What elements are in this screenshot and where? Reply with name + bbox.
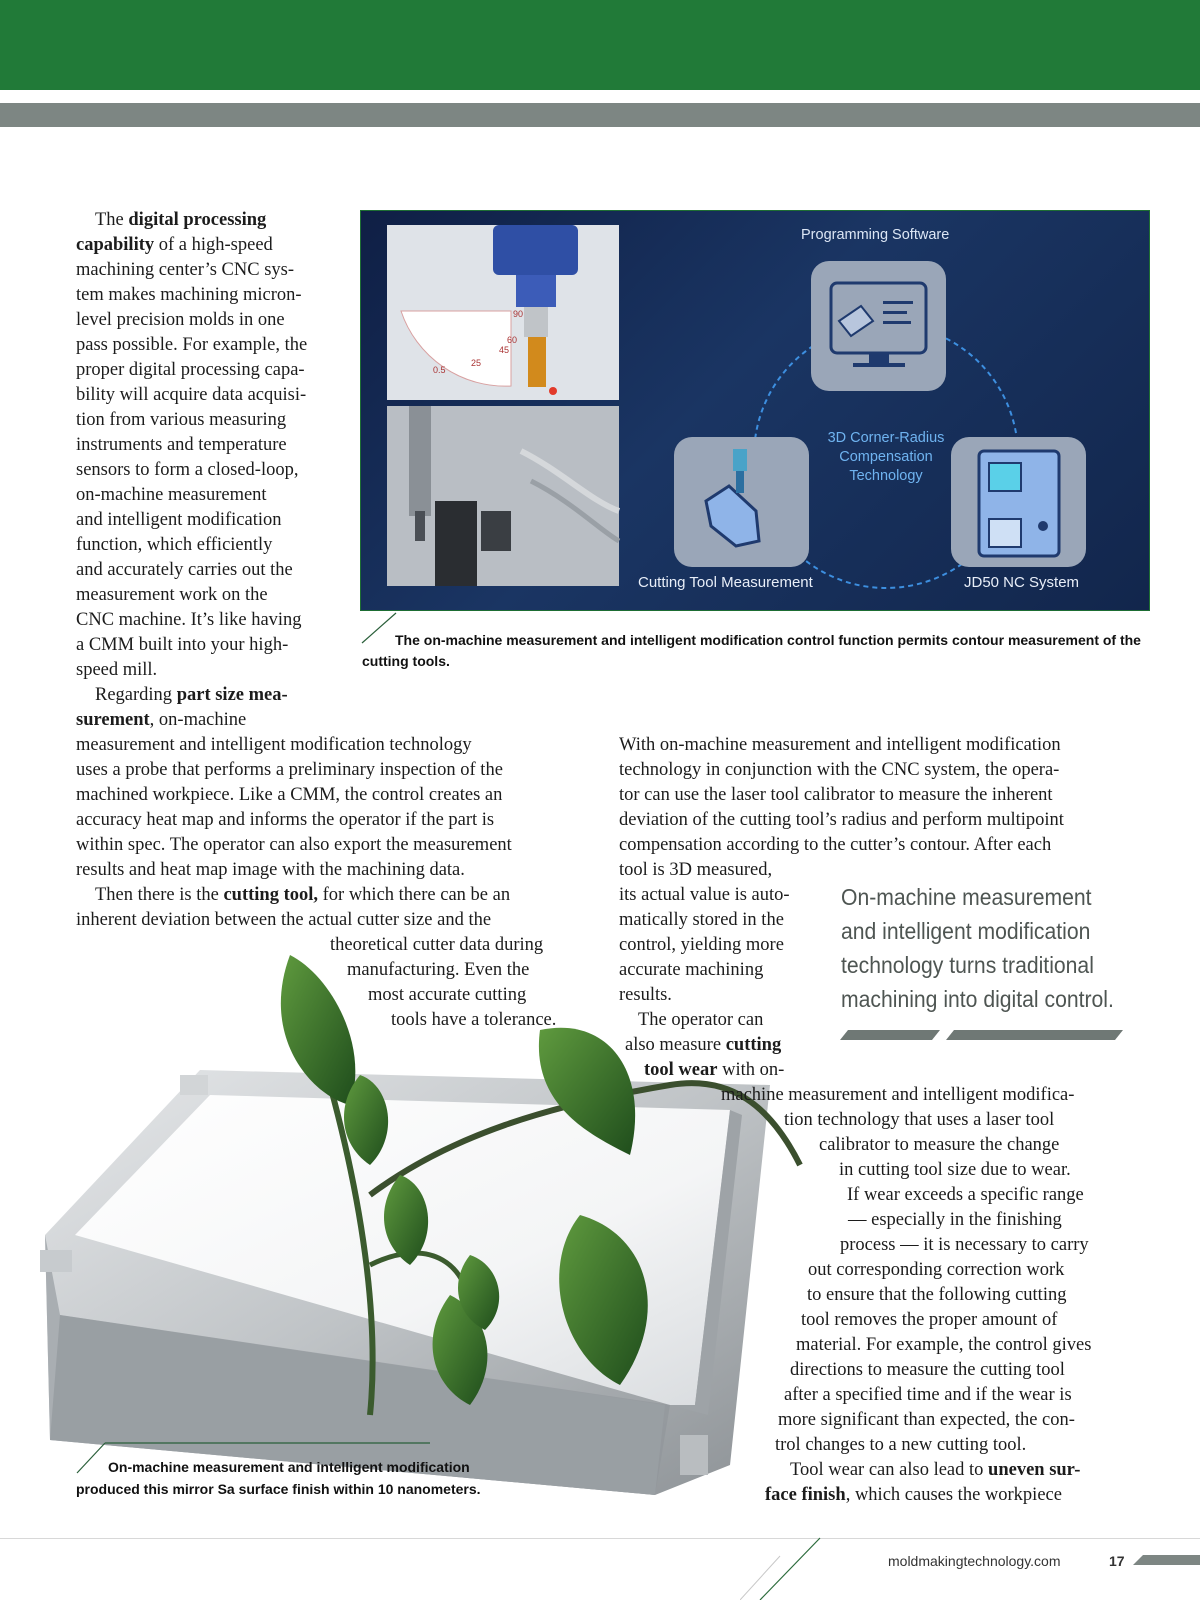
- body-line: measurement and intelligent modification technology: [76, 735, 472, 755]
- angle-label: 90: [513, 309, 524, 319]
- body-line: out corresponding correction work: [808, 1260, 1065, 1280]
- body-line: on-machine measurement: [76, 485, 267, 505]
- body-line: process — it is necessary to carry: [840, 1235, 1089, 1255]
- body-line: uses a probe that performs a preliminary inspection of the: [76, 760, 503, 780]
- body-line: in cutting tool size due to wear.: [839, 1160, 1071, 1180]
- body-line: Regarding part size mea-: [95, 685, 288, 705]
- pull-quote-line: machining into digital control.: [841, 986, 1114, 1012]
- body-line: machined workpiece. Like a CMM, the control creates an: [76, 785, 503, 805]
- body-line: inherent deviation between the actual cutter size and the: [76, 910, 492, 930]
- laser-calibrator-icon: [435, 501, 477, 586]
- body-line: proper digital processing capa-: [76, 360, 305, 380]
- angle-label: 0.5: [433, 365, 446, 375]
- angle-label: 45: [499, 345, 510, 355]
- body-line: tool removes the proper amount of: [801, 1310, 1058, 1330]
- body-line: and accurately carries out the: [76, 560, 293, 580]
- body-line: manufacturing. Even the: [347, 960, 530, 980]
- body-line: surement, on-machine: [76, 710, 247, 730]
- body-line: machine measurement and intelligent modifica-: [721, 1085, 1075, 1105]
- body-line: material. For example, the control gives: [796, 1335, 1092, 1355]
- body-line: tion from various measuring: [76, 410, 287, 430]
- body-line: function, which efficiently: [76, 535, 273, 555]
- body-line: tool wear with on-: [644, 1060, 785, 1080]
- page-number: 17: [1109, 1553, 1125, 1569]
- label-center-line3: Technology: [849, 468, 923, 484]
- body-line: theoretical cutter data during: [330, 935, 544, 955]
- body-line: deviation of the cutting tool’s radius and perform multipoint: [619, 810, 1064, 830]
- angle-label: 25: [471, 358, 482, 368]
- body-line: If wear exceeds a specific range: [847, 1185, 1084, 1205]
- body-line: tool is 3D measured,: [619, 860, 773, 880]
- caption-slash-decoration: [360, 611, 400, 646]
- body-line: face finish, which causes the workpiece: [765, 1485, 1062, 1505]
- label-center-line2: Compensation: [839, 449, 933, 465]
- pull-quote-line: and intelligent modification: [841, 918, 1091, 944]
- body-line: The operator can: [638, 1010, 764, 1030]
- pull-quote-line: technology turns traditional: [841, 952, 1094, 978]
- body-line: directions to measure the cutting tool: [790, 1360, 1065, 1380]
- angle-label: 60: [507, 335, 518, 345]
- figure1-caption-line1: The on-machine measurement and intelligent modification control function permits contour measurement of the: [395, 632, 1141, 648]
- body-line: speed mill.: [76, 660, 158, 680]
- body-line: tools have a tolerance.: [391, 1010, 557, 1030]
- body-line: trol changes to a new cutting tool.: [775, 1435, 1027, 1455]
- body-line: pass possible. For example, the: [76, 335, 308, 355]
- body-line: results.: [619, 985, 672, 1005]
- body-line: its actual value is auto-: [619, 885, 790, 905]
- body-line: a CMM built into your high-: [76, 635, 289, 655]
- body-line: Then there is the cutting tool, for which there can be an: [95, 885, 511, 905]
- body-line: also measure cutting: [625, 1035, 782, 1055]
- body-line: bility will acquire data acquisi-: [76, 385, 307, 405]
- label-cutting-tool-measurement: Cutting Tool Measurement: [638, 574, 813, 591]
- footer-slash-decoration: [740, 1536, 840, 1600]
- figure2-caption-line1: On-machine measurement and intelligent modification: [108, 1459, 470, 1475]
- pull-quote-line: On-machine measurement: [841, 884, 1092, 910]
- measurement-diagram: [361, 211, 1150, 611]
- body-line: measurement work on the: [76, 585, 268, 605]
- body-line: sensors to form a closed-loop,: [76, 460, 299, 480]
- body-line: most accurate cutting: [368, 985, 527, 1005]
- body-line: accurate machining: [619, 960, 764, 980]
- body-line: instruments and temperature: [76, 435, 287, 455]
- measurement-diagram-figure: [360, 210, 1150, 611]
- body-line: — especially in the finishing: [848, 1210, 1062, 1230]
- body-line: and intelligent modification: [76, 510, 282, 530]
- body-line: capability of a high-speed: [76, 235, 273, 255]
- body-line: tor can use the laser tool calibrator to measure the inherent: [619, 785, 1053, 805]
- label-programming-software: Programming Software: [801, 227, 950, 243]
- figure2-caption-line2: produced this mirror Sa surface finish within 10 nanometers.: [76, 1481, 481, 1497]
- body-line: calibrator to measure the change: [819, 1135, 1060, 1155]
- body-line: With on-machine measurement and intelligent modification: [619, 735, 1061, 755]
- body-line: Tool wear can also lead to uneven sur-: [790, 1460, 1081, 1480]
- body-line: compensation according to the cutter’s contour. After each: [619, 835, 1052, 855]
- body-line: after a specified time and if the wear is: [784, 1385, 1072, 1405]
- pull-quote-rule: [840, 1030, 1125, 1042]
- footer-tab-decoration: [1133, 1555, 1200, 1567]
- footer-website[interactable]: moldmakingtechnology.com: [888, 1553, 1061, 1569]
- spindle-icon: [493, 225, 578, 275]
- label-center-line1: 3D Corner-Radius: [827, 430, 945, 446]
- header-gray-bar: [0, 103, 1200, 127]
- body-line: machining center’s CNC sys-: [76, 260, 295, 280]
- body-line: tem makes machining micron-: [76, 285, 302, 305]
- header-green-bar: [0, 0, 1200, 90]
- body-line: level precision molds in one: [76, 310, 285, 330]
- body-line: to ensure that the following cutting: [807, 1285, 1067, 1305]
- body-line: matically stored in the: [619, 910, 784, 930]
- body-line: accuracy heat map and informs the operator if the part is: [76, 810, 495, 830]
- body-line: CNC machine. It’s like having: [76, 610, 302, 630]
- body-line: The digital processing: [95, 210, 267, 230]
- body-line: results and heat map image with the machining data.: [76, 860, 465, 880]
- body-line: control, yielding more: [619, 935, 784, 955]
- body-line: technology in conjunction with the CNC system, the opera-: [619, 760, 1060, 780]
- body-line: within spec. The operator can also export the measurement: [76, 835, 512, 855]
- label-nc-system: JD50 NC System: [964, 574, 1080, 591]
- body-line: more significant than expected, the con-: [778, 1410, 1075, 1430]
- footer-rule: [0, 1538, 1200, 1539]
- figure1-caption-line2: cutting tools.: [362, 653, 450, 669]
- body-line: tion technology that uses a laser tool: [784, 1110, 1055, 1130]
